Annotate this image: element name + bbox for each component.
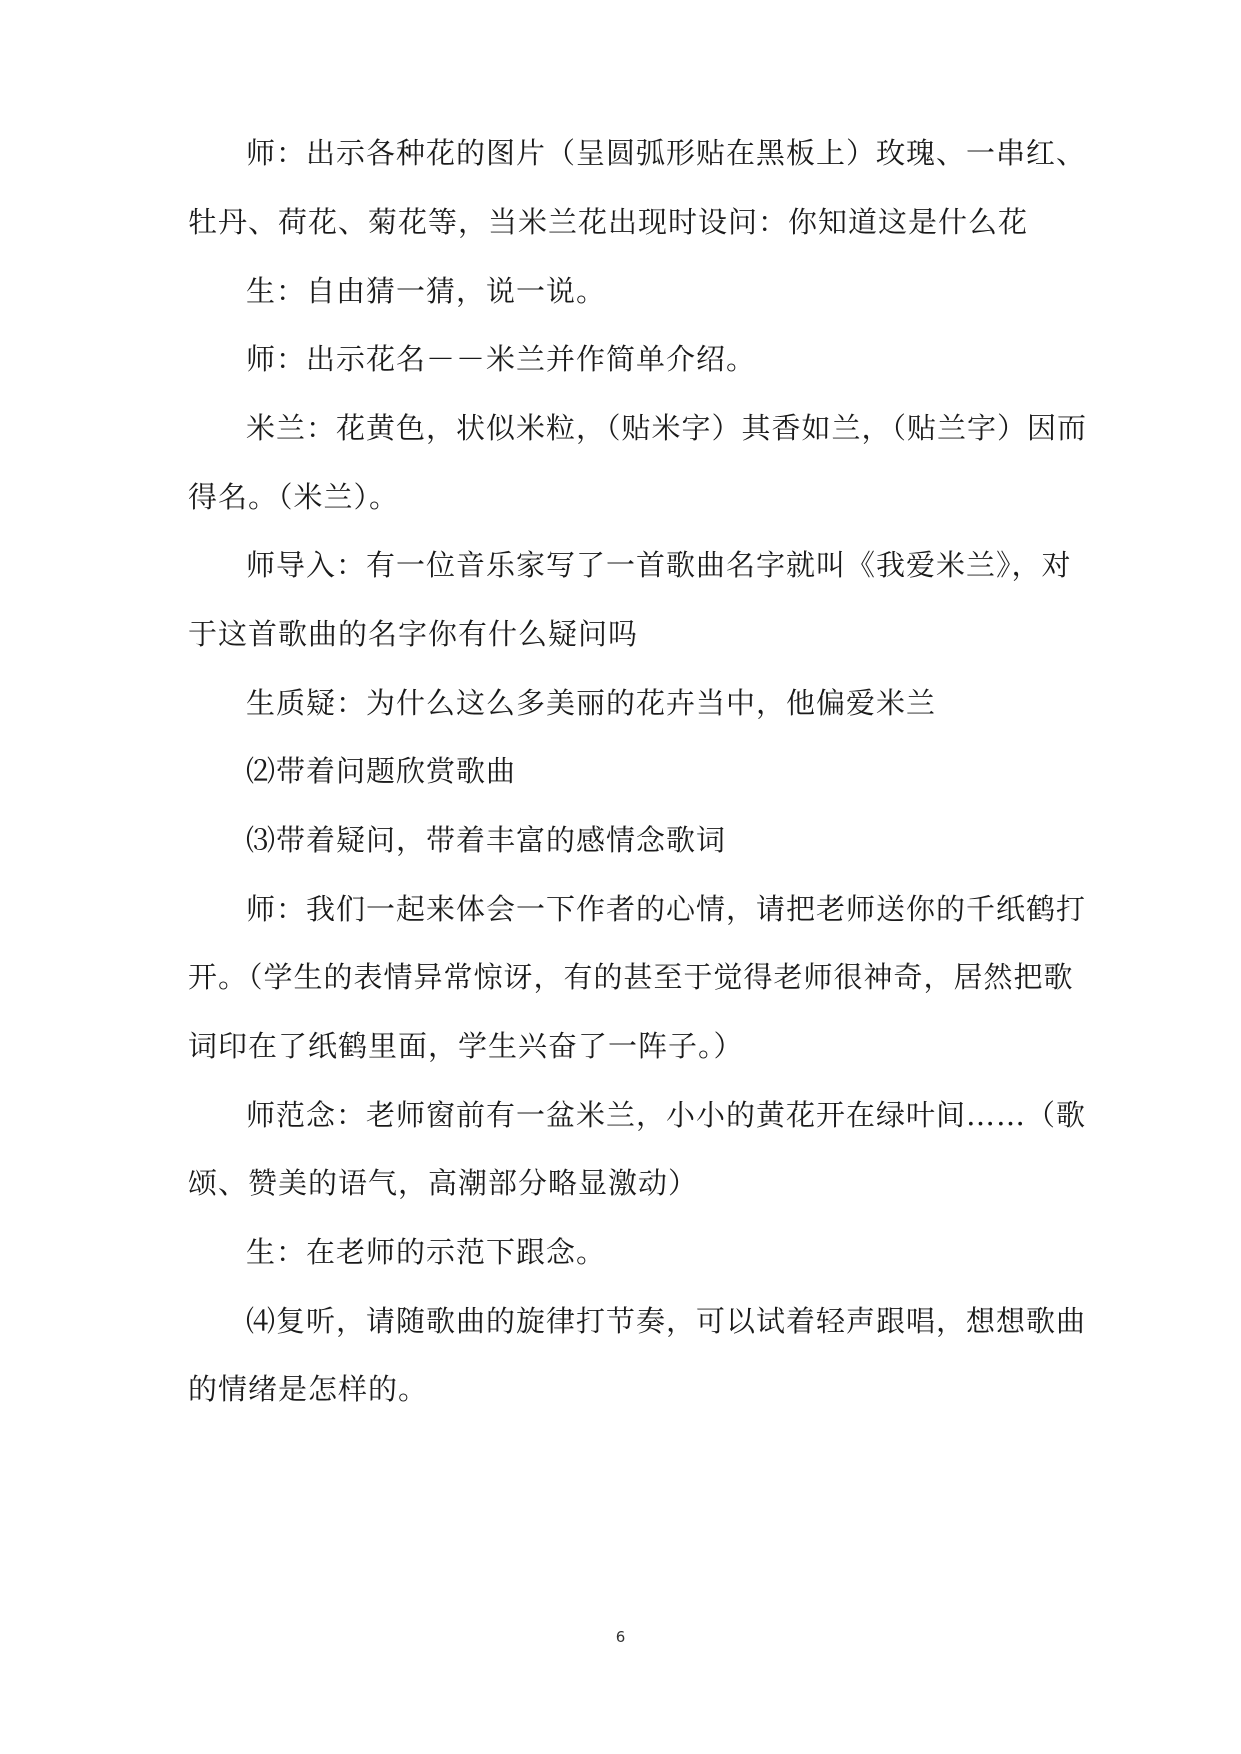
paragraph-line: 师：我们一起来体会一下作者的心情，请把老师送你的千纸鹤打: [246, 892, 1087, 926]
paragraph-line: 开。（学生的表情异常惊讶，有的甚至于觉得老师很神奇，居然把歌: [188, 960, 1074, 994]
paragraph-line: 生：在老师的示范下跟念。: [246, 1235, 607, 1269]
paragraph-line: ⑶带着疑问，带着丰富的感情念歌词: [246, 823, 727, 857]
paragraph-line: 米兰：花黄色，状似米粒，（贴米字）其香如兰，（贴兰字）因而: [246, 411, 1088, 445]
paragraph-line: 词印在了纸鹤里面，学生兴奋了一阵子。）: [188, 1029, 744, 1063]
paragraph-line: 生：自由猜一猜，说一说。: [246, 274, 607, 308]
paragraph-line: 师：出示花名－－米兰并作简单介绍。: [246, 342, 757, 376]
paragraph-line: 师范念：老师窗前有一盆米兰，小小的黄花开在绿叶间……（歌: [246, 1098, 1087, 1132]
paragraph-line: ⑷复听，请随歌曲的旋律打节奏，可以试着轻声跟唱，想想歌曲: [246, 1304, 1087, 1338]
paragraph-line: ⑵带着问题欣赏歌曲: [246, 754, 517, 788]
paragraph-line: 生质疑：为什么这么多美丽的花卉当中，他偏爱米兰: [246, 686, 937, 720]
paragraph-line: 得名。（米兰）。: [188, 480, 400, 514]
paragraph-line: 的情绪是怎样的。: [188, 1372, 429, 1406]
page-number: 6: [615, 1628, 626, 1646]
paragraph-line: 于这首歌曲的名字你有什么疑问吗: [188, 617, 639, 651]
paragraph-line: 师：出示各种花的图片（呈圆弧形贴在黑板上）玫瑰、一串红、: [246, 136, 1087, 170]
paragraph-line: 颂、赞美的语气，高潮部分略显激动）: [188, 1166, 699, 1200]
paragraph-line: 师导入：有一位音乐家写了一首歌曲名字就叫《我爱米兰》，对: [246, 548, 1072, 582]
paragraph-line: 牡丹、荷花、菊花等，当米兰花出现时设问：你知道这是什么花: [188, 205, 1029, 239]
